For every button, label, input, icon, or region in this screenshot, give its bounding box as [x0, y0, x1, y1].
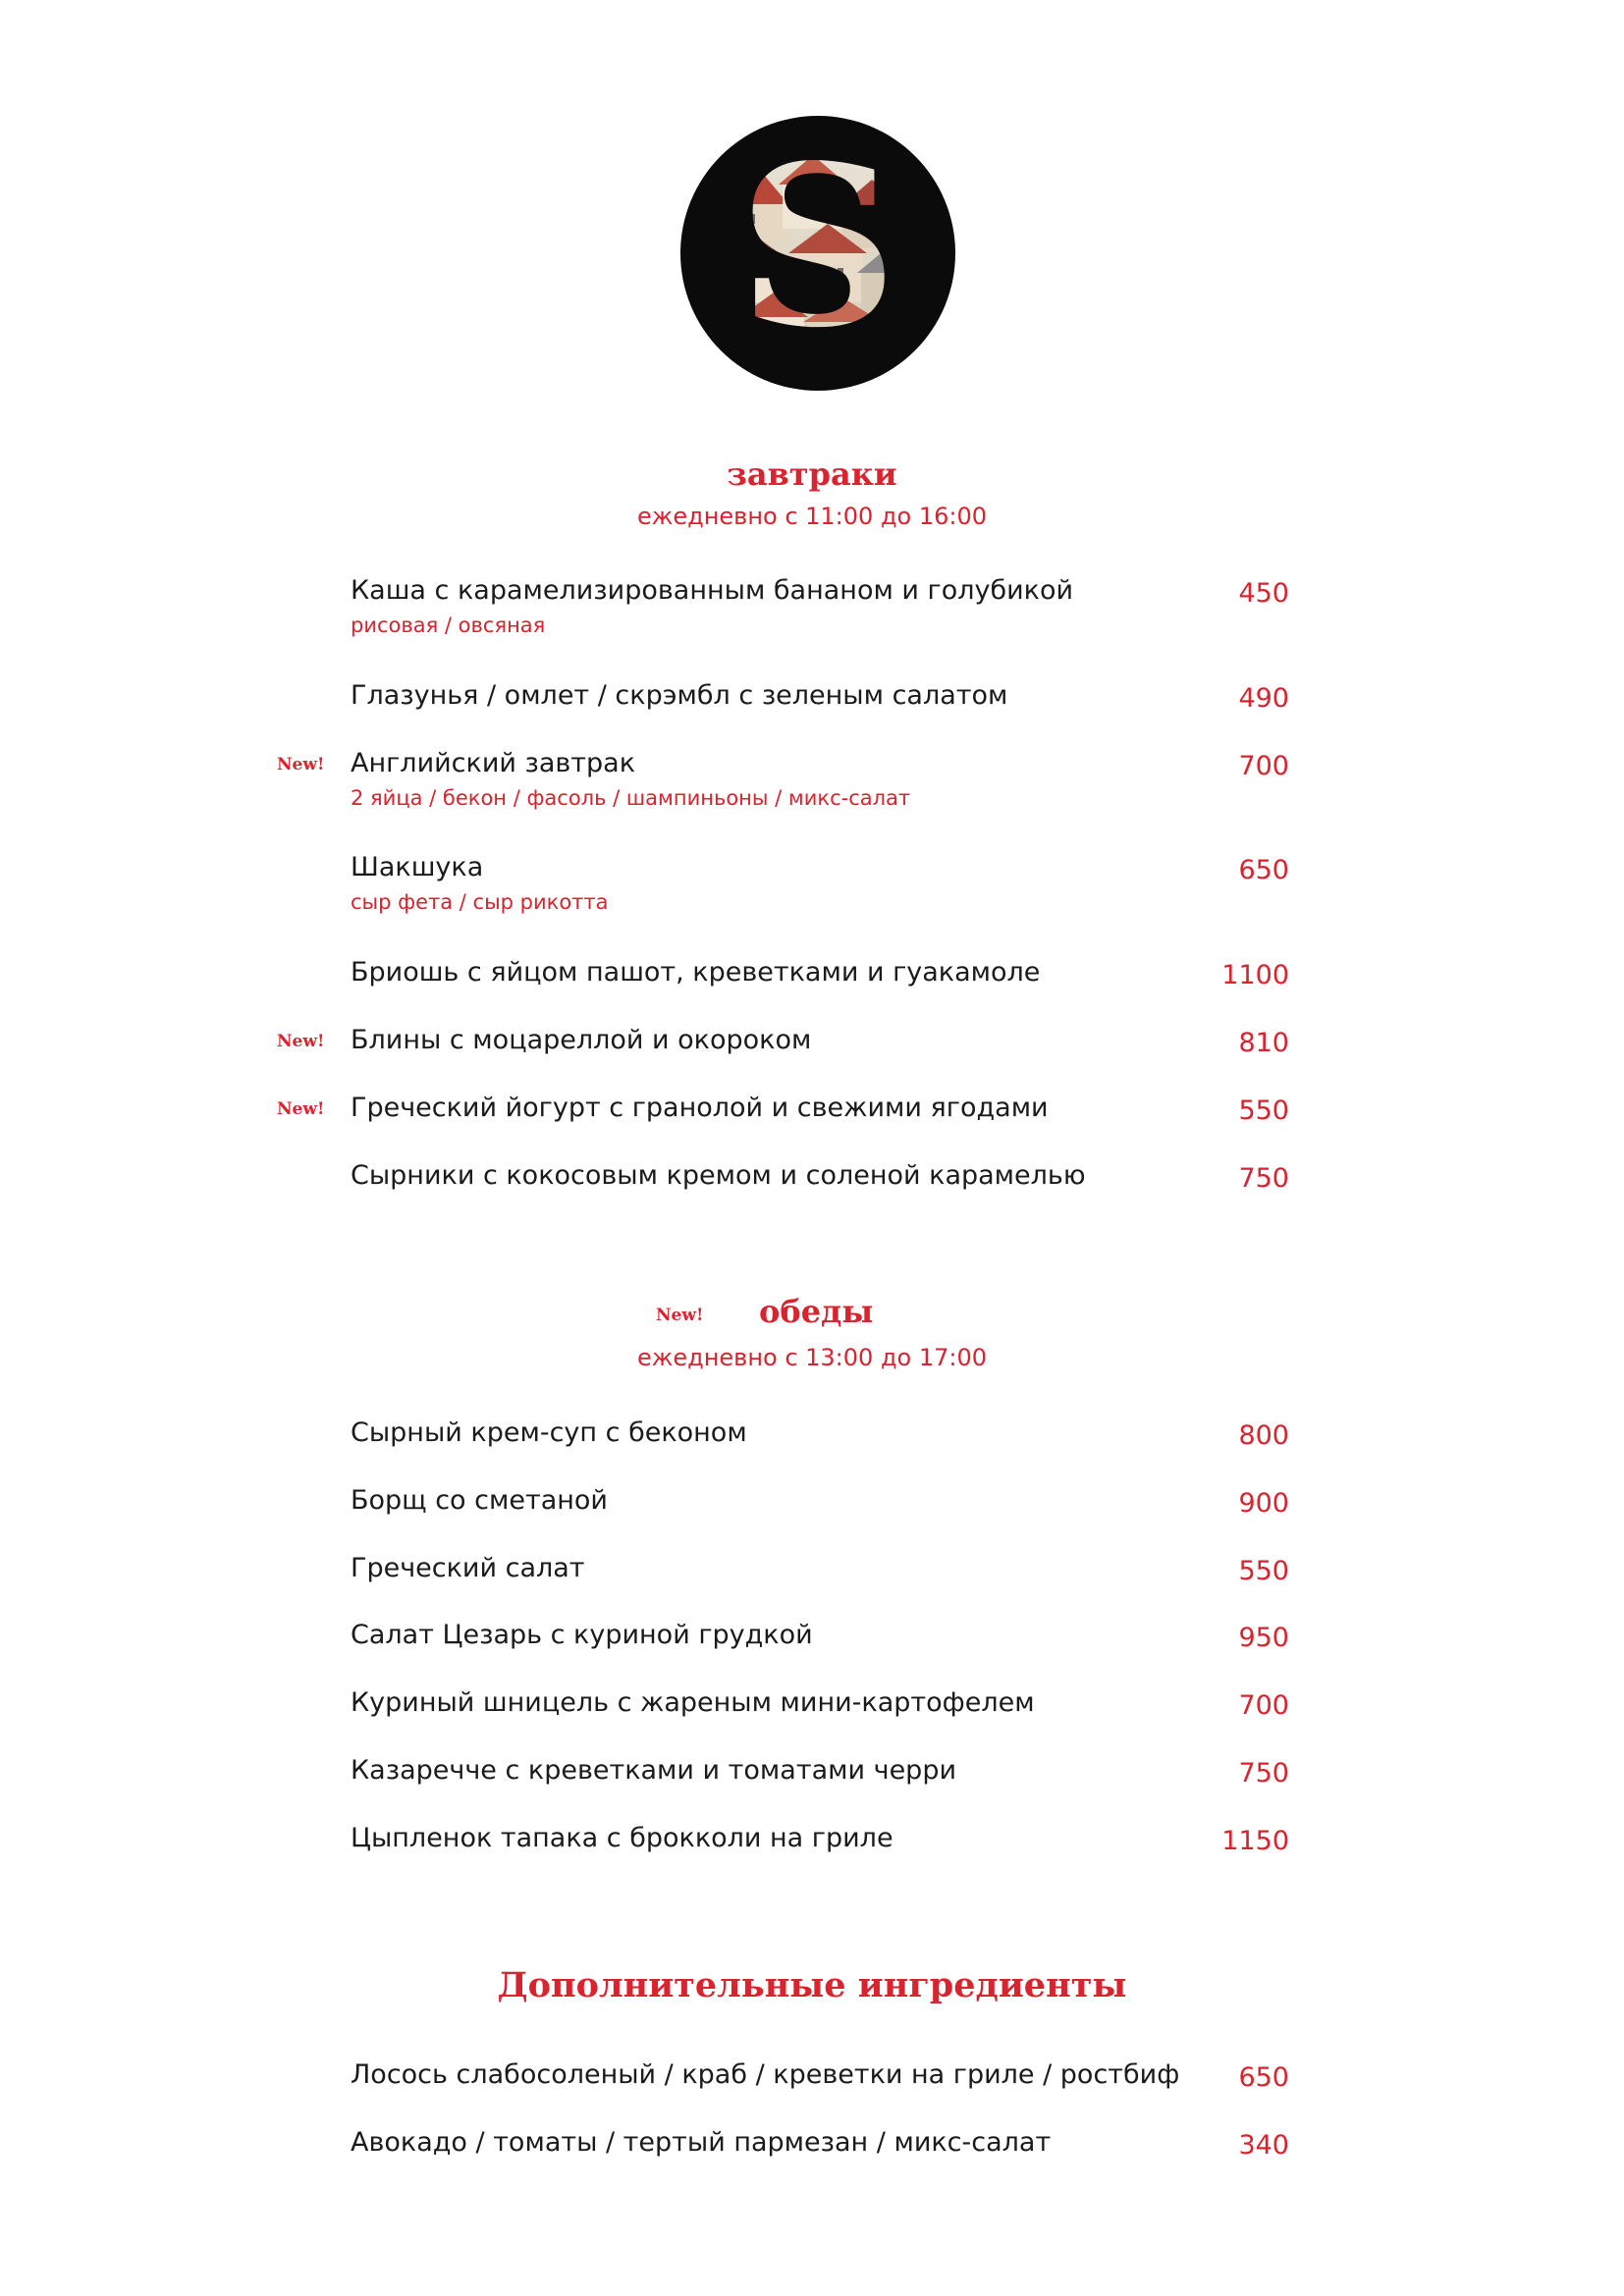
item-price: 550 — [1238, 1095, 1289, 1126]
item-price: 800 — [1238, 1420, 1289, 1451]
menu-item — [0, 573, 1624, 637]
item-name: Бриошь с яйцом пашот, креветками и гуакамоле — [351, 957, 1041, 988]
menu-item — [0, 1618, 1624, 1653]
new-badge: New! — [656, 1306, 704, 1325]
item-price: 950 — [1238, 1623, 1289, 1653]
item-note: 2 яйца / бекон / фасоль / шампиньоны / микс-салат — [351, 786, 911, 810]
menu-item — [0, 1685, 1624, 1721]
item-name: Салат Цезарь с куриной грудкой — [351, 1620, 813, 1650]
menu-item — [0, 1158, 1624, 1194]
item-name: Блины с моцареллой и окороком — [351, 1025, 812, 1055]
item-note: сыр фета / сыр рикотта — [351, 890, 609, 914]
menu-item — [0, 1753, 1624, 1789]
item-price: 700 — [1238, 751, 1289, 781]
item-name: Каша с карамелизированным бананом и голубикой — [351, 575, 1074, 606]
breakfast-title: завтраки — [727, 455, 897, 493]
item-name: Сырники с кокосовым кремом и соленой карамелью — [351, 1160, 1086, 1191]
item-price: 900 — [1238, 1488, 1289, 1519]
menu-item — [0, 1415, 1624, 1451]
item-name: Английский завтрак — [351, 748, 636, 778]
new-badge: New! — [277, 755, 325, 774]
item-price: 1100 — [1221, 960, 1289, 990]
item-price: 490 — [1238, 683, 1289, 714]
item-name: Авокадо / томаты / тертый пармезан / микс-салат — [351, 2127, 1052, 2158]
item-name: Греческий салат — [351, 1553, 585, 1583]
item-name: Борщ со сметаной — [351, 1485, 608, 1516]
item-name: Куриный шницель с жареным мини-картофелем — [351, 1687, 1035, 1718]
item-note: рисовая / овсяная — [351, 614, 546, 637]
new-badge: New! — [277, 1032, 325, 1051]
item-name: Цыпленок тапака с брокколи на гриле — [351, 1823, 893, 1853]
menu-item — [0, 1483, 1624, 1519]
extras-title: Дополнительные ингредиенты — [497, 1965, 1127, 2005]
item-name: Сырный крем-суп с беконом — [351, 1417, 747, 1448]
item-price: 340 — [1238, 2130, 1289, 2161]
menu-item — [0, 746, 1624, 810]
restaurant-logo — [680, 116, 955, 391]
menu-item — [0, 1821, 1624, 1856]
item-name: Лосось слабосоленый / краб / креветки на гриле / ростбиф — [351, 2059, 1180, 2090]
menu-item — [0, 850, 1624, 914]
item-price: 750 — [1238, 1758, 1289, 1789]
menu-item — [0, 1091, 1624, 1126]
lunch-heading — [0, 1292, 1624, 1331]
menu-item — [0, 1023, 1624, 1058]
item-name: Казаречче с креветками и томатами черри — [351, 1755, 957, 1786]
menu-item — [0, 678, 1624, 714]
item-price: 700 — [1238, 1690, 1289, 1721]
item-price: 750 — [1238, 1163, 1289, 1194]
menu-item — [0, 2125, 1624, 2161]
item-name: Греческий йогурт с гранолой и свежими ягодами — [351, 1093, 1049, 1123]
new-badge: New! — [277, 1099, 325, 1119]
item-price: 450 — [1238, 578, 1289, 609]
item-name: Глазунья / омлет / скрэмбл с зеленым салатом — [351, 680, 1008, 711]
item-name: Шакшука — [351, 852, 484, 882]
item-price: 650 — [1238, 855, 1289, 885]
menu-item — [0, 955, 1624, 990]
breakfast-hours: ежедневно с 11:00 до 16:00 — [636, 503, 988, 530]
item-price: 810 — [1238, 1028, 1289, 1058]
item-price: 650 — [1238, 2062, 1289, 2093]
menu-item — [0, 1551, 1624, 1586]
logo-letter-s-icon — [720, 145, 916, 366]
menu-item — [0, 2057, 1624, 2093]
item-price: 550 — [1238, 1556, 1289, 1586]
item-price: 1150 — [1221, 1826, 1289, 1856]
lunch-title: обеды — [759, 1293, 874, 1330]
lunch-hours: ежедневно с 13:00 до 17:00 — [636, 1344, 988, 1371]
